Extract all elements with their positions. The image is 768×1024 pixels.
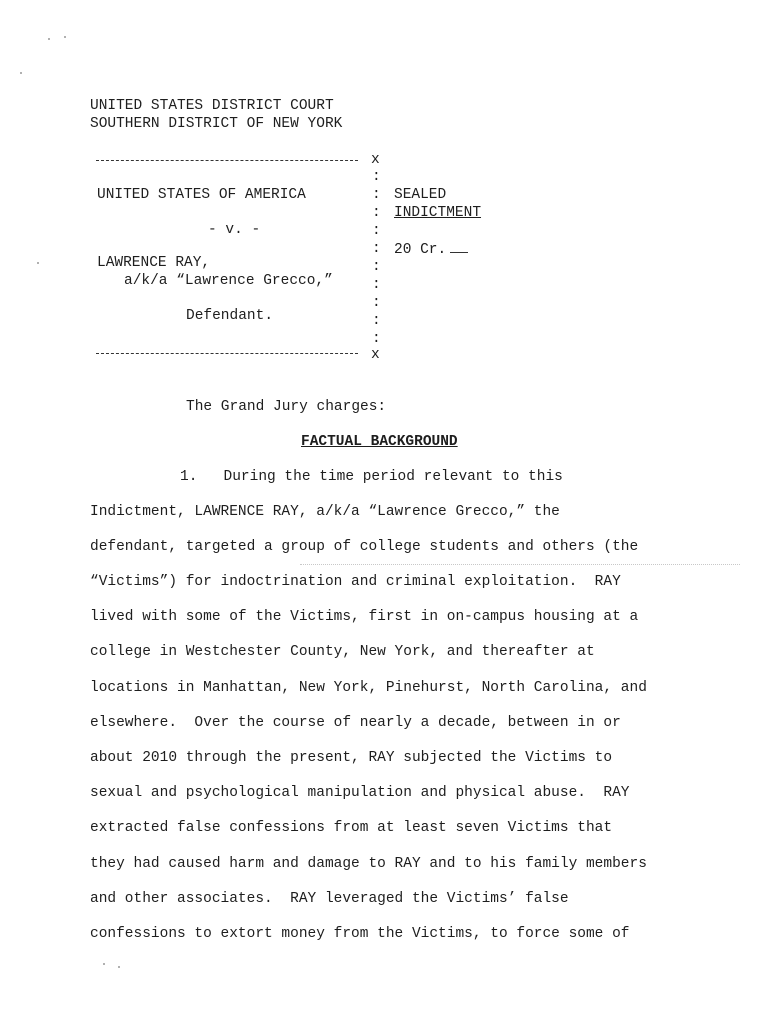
paragraph-line: lived with some of the Victims, first in on-campus housing at a [90,609,639,625]
scan-speck [20,72,22,74]
paragraph-line: elsewhere. Over the course of nearly a decade, between in or [90,715,621,731]
grand-jury-intro: The Grand Jury charges: [186,399,387,415]
paragraph-line: about 2010 through the present, RAY subjected the Victims to [90,750,613,766]
caption-colon: : [372,259,381,275]
versus-label: - v. - [208,222,261,238]
paragraph-line: “Victims”) for indoctrination and criminal exploitation. RAY [90,574,621,590]
paragraph-line: Indictment, LAWRENCE RAY, a/k/a “Lawrence Grecco,” the [90,504,560,520]
plaintiff-name: UNITED STATES OF AMERICA [97,187,306,203]
defendant-label: Defendant. [186,308,274,324]
defendant-aka: a/k/a “Lawrence Grecco,” [124,273,333,289]
caption-colon: : [372,277,381,293]
caption-colon: : [372,223,381,239]
case-number [394,240,468,259]
paragraph-line: confessions to extort money from the Victims, to force some of [90,926,630,942]
caption-colon: : [372,187,381,203]
paragraph-line: they had caused harm and damage to RAY and to his family members [90,856,647,872]
caption-colon: : [372,169,381,185]
paragraph-line: 1. During the time period relevant to this [180,469,563,485]
caption-colon: : [372,241,381,257]
paragraph-line: sexual and psychological manipulation and physical abuse. RAY [90,785,630,801]
court-district: SOUTHERN DISTRICT OF NEW YORK [90,116,343,132]
caption-bottom-x: x [371,347,380,363]
case-number-blank [450,240,468,253]
paragraph-line: defendant, targeted a group of college students and others (the [90,539,639,555]
scan-speck [103,963,105,965]
scan-speck [48,38,50,40]
caption-top-x: x [371,152,380,168]
paragraph-line: college in Westchester County, New York, and thereafter at [90,644,595,660]
caption-colon: : [372,331,381,347]
section-heading: FACTUAL BACKGROUND [301,434,458,450]
scan-artifact-line [300,564,740,565]
scan-speck [64,36,66,38]
caption-colon: : [372,313,381,329]
paragraph-line: and other associates. RAY leveraged the Victims’ false [90,891,569,907]
defendant-name: LAWRENCE RAY, [97,255,211,271]
caption-top-rule [96,160,358,161]
caption-colon: : [372,205,381,221]
case-number-text: 20 Cr. [394,242,447,258]
paragraph-line: locations in Manhattan, New York, Pinehurst, North Carolina, and [90,680,647,696]
caption-bottom-rule [96,353,358,354]
document-type-indictment: INDICTMENT [394,205,482,221]
paragraph-line: extracted false confessions from at least seven Victims that [90,820,613,836]
scan-speck [37,262,39,264]
court-name: UNITED STATES DISTRICT COURT [90,98,334,114]
caption-colon: : [372,295,381,311]
scan-speck [118,966,120,968]
document-type: SEALED [394,187,447,203]
